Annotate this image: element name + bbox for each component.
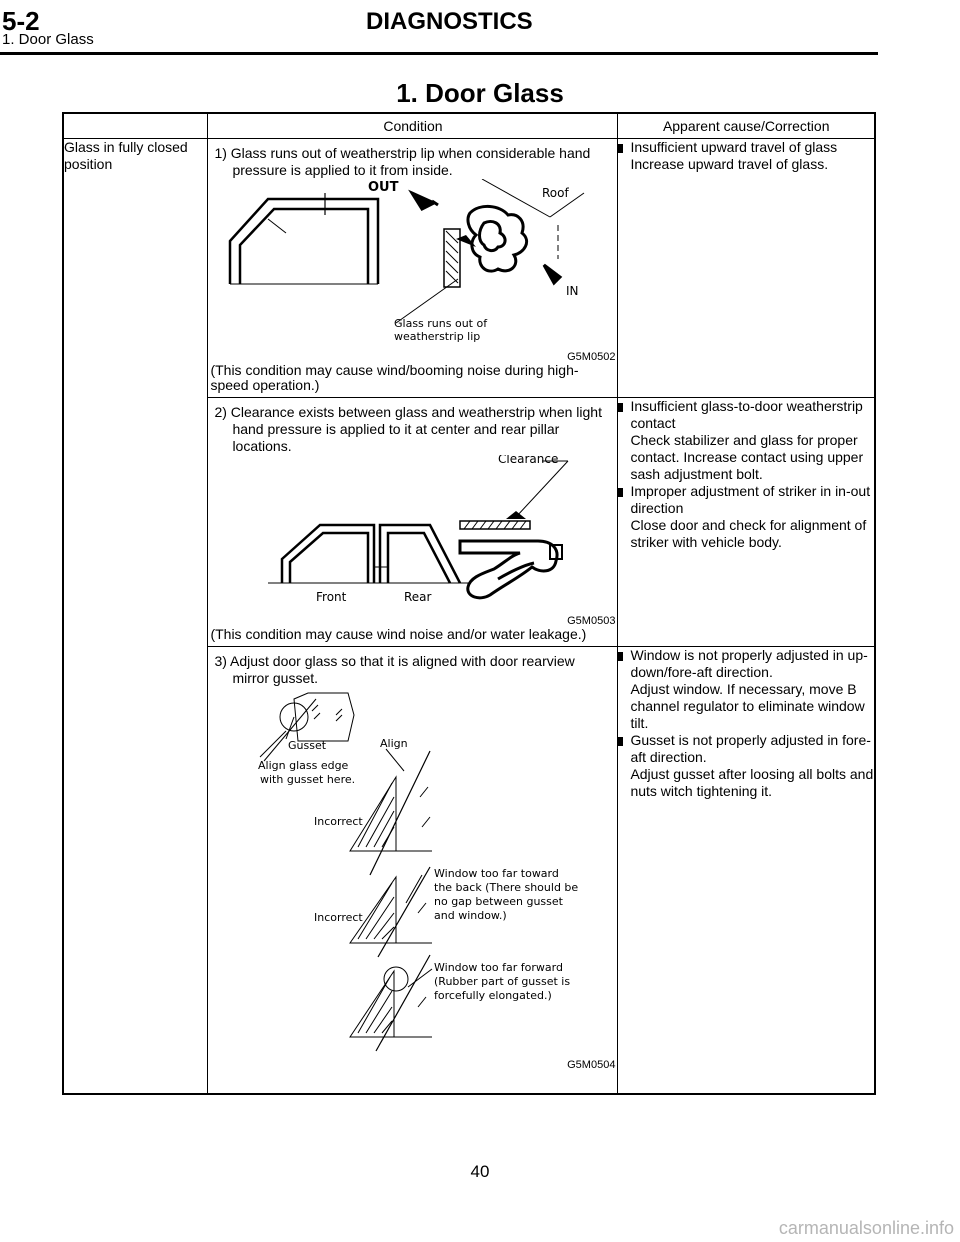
condition-group-label: Glass in fully closed position — [64, 139, 188, 172]
align-ticks — [420, 787, 430, 827]
figure-code: G5M0504 — [567, 1059, 616, 1071]
align-label-1: Align glass edge — [258, 759, 349, 772]
column-header-condition: Condition — [208, 113, 618, 139]
align-leader-2 — [386, 749, 404, 771]
clearance-leader — [516, 461, 568, 517]
align-glass-line — [370, 751, 430, 875]
correction-item — [618, 139, 874, 173]
condition-text: 2) Clearance exists between glass and weatherstrip when light hand pressure is applied to it at center and rear pillar locations. — [214, 404, 602, 454]
figure-gusset-alignment — [208, 687, 617, 1059]
condition-text: 1) Glass runs out of weatherstrip lip when considerable hand pressure is applied to it from inside. — [214, 145, 591, 178]
condition-text: 3) Adjust door glass so that it is aligned with door rearview mirror gusset. — [214, 653, 575, 686]
forward-label-3: forcefully elongated.) — [434, 989, 553, 1002]
glass-edge — [460, 521, 530, 529]
condition-cell — [208, 139, 618, 398]
section-number: 5-2 — [2, 6, 40, 36]
marker-line — [268, 219, 286, 233]
roof-label: Roof — [542, 186, 570, 200]
action-text: Close door and check for alignment of striker with vehicle body. — [630, 517, 867, 550]
front-label: Front — [316, 590, 347, 604]
header-rule — [0, 52, 878, 55]
glass-ticks — [312, 705, 342, 721]
correction-item — [618, 647, 874, 732]
action-text: Increase upward travel of glass. — [630, 156, 829, 172]
back-label-3: no gap between gusset — [434, 895, 564, 908]
door-windows-outline — [282, 525, 460, 583]
glass-hatch — [464, 521, 526, 529]
align-label-2: with gusset here. — [260, 773, 356, 786]
weatherstrip-section — [460, 541, 557, 598]
roof-line — [482, 179, 550, 217]
align-leader — [260, 731, 286, 757]
action-text: Adjust window. If necessary, move B channel regulator to eliminate window tilt. — [630, 681, 865, 731]
weatherstrip-section — [468, 206, 527, 271]
bullet-icon — [618, 144, 623, 153]
condition-note: (This condition may cause wind/booming noise during high-speed operation.) — [210, 362, 579, 393]
figure-code: G5M0503 — [567, 615, 616, 627]
correction-cell — [618, 647, 875, 1095]
table-row — [63, 139, 875, 398]
forward-circle — [384, 967, 408, 991]
page-title: 1. Door Glass — [396, 78, 564, 108]
column-header — [63, 113, 208, 139]
back-label-1: Window too far toward — [434, 867, 560, 880]
watermark: carmanualsonline.info — [778, 1218, 954, 1238]
page-number: 40 — [470, 1162, 490, 1181]
condition-group-cell — [63, 139, 208, 1095]
diagnostics-table — [62, 112, 876, 1095]
figure-clearance — [208, 455, 617, 615]
align-label: Align — [380, 737, 409, 750]
out-label: OUT — [368, 180, 399, 195]
condition-cell — [208, 398, 618, 647]
glass-hatch — [446, 231, 458, 283]
bullet-icon — [618, 403, 623, 412]
forward-tick — [418, 997, 426, 1007]
arrow-out-icon — [412, 193, 438, 209]
cause-text: Insufficient glass-to-door weatherstrip contact — [630, 398, 863, 431]
correction-item — [618, 398, 874, 483]
back-label-4: and window.) — [434, 909, 508, 922]
rear-label: Rear — [404, 590, 432, 604]
back-label-2: the back (There should be — [434, 881, 579, 894]
cause-text: Gusset is not properly adjusted in fore-aft direction. — [630, 732, 871, 765]
incorrect-label-2: Incorrect — [314, 911, 364, 924]
in-label: IN — [566, 284, 579, 298]
arrow-in-icon — [544, 265, 560, 283]
clearance-label: Clearance — [498, 455, 559, 466]
forward-label-1: Window too far forward — [434, 961, 564, 974]
correction-cell — [618, 139, 875, 398]
forward-label-2: (Rubber part of gusset is — [434, 975, 571, 988]
incorrect-label-1: Incorrect — [314, 815, 364, 828]
back-leader — [406, 875, 422, 903]
forward-hatch — [358, 977, 392, 1033]
action-text: Adjust gusset after loosing all bolts and nuts witch tightening it. — [630, 766, 874, 799]
bullet-icon — [618, 652, 623, 661]
cause-text: Improper adjustment of striker in in-out direction — [630, 483, 871, 516]
arrow-up-icon — [506, 511, 526, 519]
section-title: DIAGNOSTICS — [366, 8, 533, 35]
callout-label-1: Glass runs out of — [394, 317, 488, 330]
action-text: Check stabilizer and glass for proper contact. Increase contact using upper sash adjustment bolt. — [630, 432, 864, 482]
figure-weatherstrip-lip — [208, 179, 617, 351]
correction-item — [618, 483, 874, 551]
correction-item — [618, 732, 874, 800]
gusset-leader — [286, 717, 294, 739]
figure-code: G5M0502 — [567, 351, 616, 363]
window-outline — [294, 693, 354, 741]
subsection-label: 1. Door Glass — [2, 31, 94, 48]
gusset-label: Gusset — [288, 739, 327, 752]
bullet-icon — [618, 737, 623, 746]
back-hatch — [358, 883, 394, 939]
back-tick — [418, 903, 426, 913]
door-window-outline — [230, 199, 378, 284]
table-header-row — [63, 113, 875, 139]
cause-text: Window is not properly adjusted in up-down/fore-aft direction. — [630, 647, 868, 680]
correction-cell — [618, 398, 875, 647]
condition-note: (This condition may cause wind noise and/or water leakage.) — [210, 626, 587, 642]
callout-label-2: weatherstrip lip — [394, 330, 481, 343]
bullet-icon — [618, 488, 623, 497]
condition-cell — [208, 647, 618, 1095]
column-header-correction: Apparent cause/Correction — [618, 113, 875, 139]
cause-text: Insufficient upward travel of glass — [630, 139, 838, 155]
